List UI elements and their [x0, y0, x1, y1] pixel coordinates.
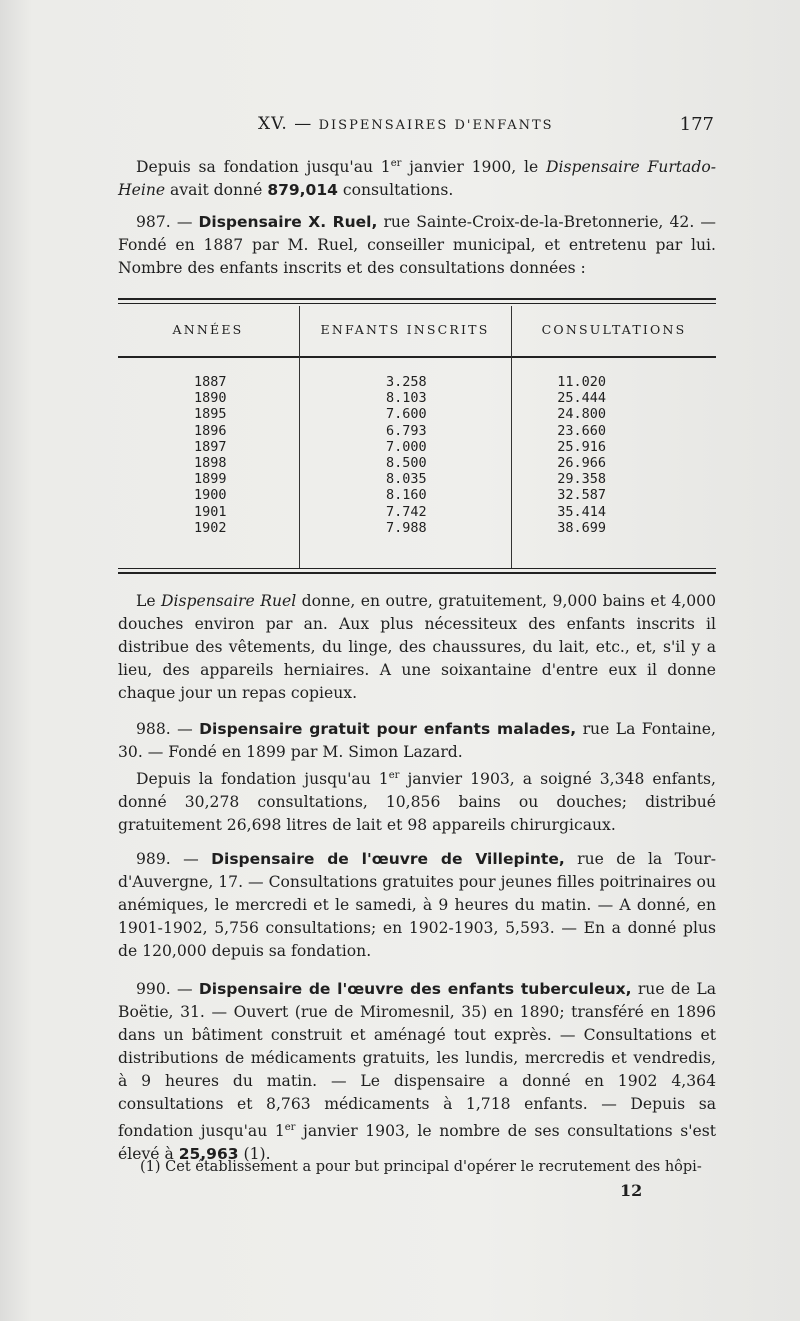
table-cell-enfants: 8.103	[386, 390, 427, 407]
table-cell-consultations: 32.587	[557, 487, 606, 504]
section-number: 989. —	[136, 850, 212, 868]
table-cell-consultations: 24.800	[557, 406, 606, 423]
table-cell-enfants: 7.000	[386, 438, 427, 455]
signature-mark: 12	[620, 1181, 643, 1200]
table-cell-consultations: 29.358	[557, 471, 606, 488]
header-enfants: ENFANTS INSCRITS	[320, 322, 490, 337]
table-cell-consultations: 11.020	[557, 374, 606, 390]
table-bottom-rule-thin	[118, 568, 716, 569]
ruel-text-2: donne, en outre, gratuitement, 9,000 bains et 4,000 douches environ par an. Aux plus nécessiteux des enfants inscrits il distribue des vêtements, du linge, des chaussures, du lait, etc., et, s'il y a lieu, des appareils herniaires. A une soixantaine d'entre eux il donne chaque jour un repas copieux.	[118, 592, 716, 702]
footnote: (1) Cet établissement a pour but principal d'opérer le recrutement des hôpi-	[140, 1159, 702, 1175]
intro-text-4: consultations.	[337, 181, 454, 199]
table-cell-consultations: 25.444	[557, 390, 606, 407]
table-cell-years: 1887	[194, 374, 227, 390]
table-cell-enfants: 8.500	[386, 455, 427, 472]
section-988	[118, 718, 716, 837]
table-header-rule	[118, 356, 716, 358]
table-cell-years: 1901	[194, 503, 227, 520]
table-cell-enfants: 8.160	[386, 487, 427, 504]
table-cell-enfants: 7.742	[386, 503, 427, 520]
section-number: 990. —	[136, 980, 199, 998]
table-cell-enfants: 3.258	[386, 374, 427, 390]
section-text-2: janvier 1903, le nombre de ses consultations s'est élevé à	[118, 1122, 716, 1163]
header-annees: ANNÉES	[172, 322, 244, 337]
section-title: Dispensaire gratuit pour enfants malades,	[199, 720, 577, 738]
table-cell-consultations: 26.966	[557, 455, 606, 472]
section-987	[118, 211, 716, 280]
header-dash: —	[294, 114, 313, 134]
section-title: Dispensaire de l'œuvre de Villepinte,	[211, 850, 565, 868]
running-header	[118, 114, 718, 138]
ruel-italic: Dispensaire Ruel	[161, 592, 297, 610]
section-text-1: rue de La Boëtie, 31. — Ouvert (rue de Miromesnil, 35) en 1890; transféré en 1896 dans un bâtiment construit et aménagé tout exprès. — Consultations et distributions de médicaments gratuits, les lundis, mercredis et vendredis, à 9 heures du matin. — Le dispensaire a donné en 1902 4,364 consultations et 8,763 médicaments à 1,718 enfants. — Depuis sa fondation jusqu'au 1	[118, 980, 716, 1140]
section-sup: er	[388, 770, 400, 781]
table-cell-enfants: 7.988	[386, 519, 427, 536]
table-top-rule	[118, 298, 716, 300]
years-column	[194, 374, 227, 536]
page-number: 177	[679, 114, 714, 135]
section-title: Dispensaire X. Ruel,	[198, 213, 378, 231]
table-cell-enfants: 8.035	[386, 471, 427, 488]
table-cell-years: 1890	[194, 390, 227, 407]
intro-italic: Dispensaire Furtado-Heine	[118, 158, 716, 199]
section-text: rue La Fontaine, 30. — Fondé en 1899 par M. Simon Lazard.	[118, 720, 716, 761]
chapter-name: DISPENSAIRES D'ENFANTS	[318, 118, 554, 133]
table-cell-years: 1899	[194, 471, 227, 488]
table-top-rule-thin	[118, 303, 716, 304]
intro-text-2: janvier 1900, le	[401, 158, 546, 176]
intro-text-3: avait donné	[165, 181, 268, 199]
table-cell-years: 1896	[194, 422, 227, 439]
section-text-3: (1).	[238, 1145, 271, 1163]
table-cell-years: 1900	[194, 487, 227, 504]
section-sup: er	[284, 1122, 296, 1133]
chapter-number: XV.	[258, 114, 288, 134]
intro-bold-number: 879,014	[267, 181, 338, 199]
table-cell-years: 1902	[194, 519, 227, 536]
section-text: rue Sainte-Croix-de-la-Bretonnerie, 42. — Fondé en 1887 par M. Ruel, conseiller municipal, et entretenu par lui. Nombre des enfants inscrits et des consultations données :	[118, 213, 716, 277]
section-number: 987. —	[136, 213, 199, 231]
table-vline-2	[511, 306, 512, 568]
ruel-text-1: Le	[136, 592, 162, 610]
ruel-details-paragraph	[118, 590, 716, 705]
header-consultations: CONSULTATIONS	[541, 322, 687, 337]
table-cell-years: 1895	[194, 406, 227, 423]
section-text: rue de la Tour-d'Auvergne, 17. — Consultations gratuites pour jeunes filles poitrinaires ou anémiques, le mercredi et le samedi, à 9 heures du matin. — A donné, en 1901-1902, 5,756 consultations; en 1902-1903, 5,593. — En a donné plus de 120,000 depuis sa fondation.	[118, 850, 716, 960]
table-cell-consultations: 35.414	[557, 503, 606, 520]
table-bottom-rule	[118, 572, 716, 574]
section-989	[118, 848, 716, 963]
intro-text-1: Depuis sa fondation jusqu'au 1	[136, 158, 391, 176]
section-title: Dispensaire de l'œuvre des enfants tuberculeux,	[198, 980, 632, 998]
section-text-2b: janvier 1903, a soigné 3,348 enfants, donné 30,278 consultations, 10,856 bains ou douches; distribué gratuitement 26,698 litres de lait et 98 appareils chirurgicaux.	[118, 770, 716, 834]
section-bold-number: 25,963	[178, 1145, 239, 1163]
section-990	[118, 978, 716, 1166]
enfants-column	[386, 374, 427, 536]
table-cell-years: 1897	[194, 438, 227, 455]
consultations-column	[518, 374, 606, 536]
section-number: 988. —	[136, 720, 200, 738]
section-text-2a: Depuis la fondation jusqu'au 1	[136, 770, 389, 788]
table-cell-years: 1898	[194, 455, 227, 472]
statistics-table	[118, 298, 716, 578]
table-cell-consultations: 38.699	[557, 519, 606, 536]
table-cell-enfants: 6.793	[386, 422, 427, 439]
chapter-title	[258, 114, 554, 134]
table-vline-1	[299, 306, 300, 568]
intro-sup: er	[390, 158, 402, 169]
intro-paragraph	[118, 152, 716, 202]
table-cell-consultations: 23.660	[557, 422, 606, 439]
table-cell-consultations: 25.916	[557, 438, 606, 455]
table-cell-enfants: 7.600	[386, 406, 427, 423]
